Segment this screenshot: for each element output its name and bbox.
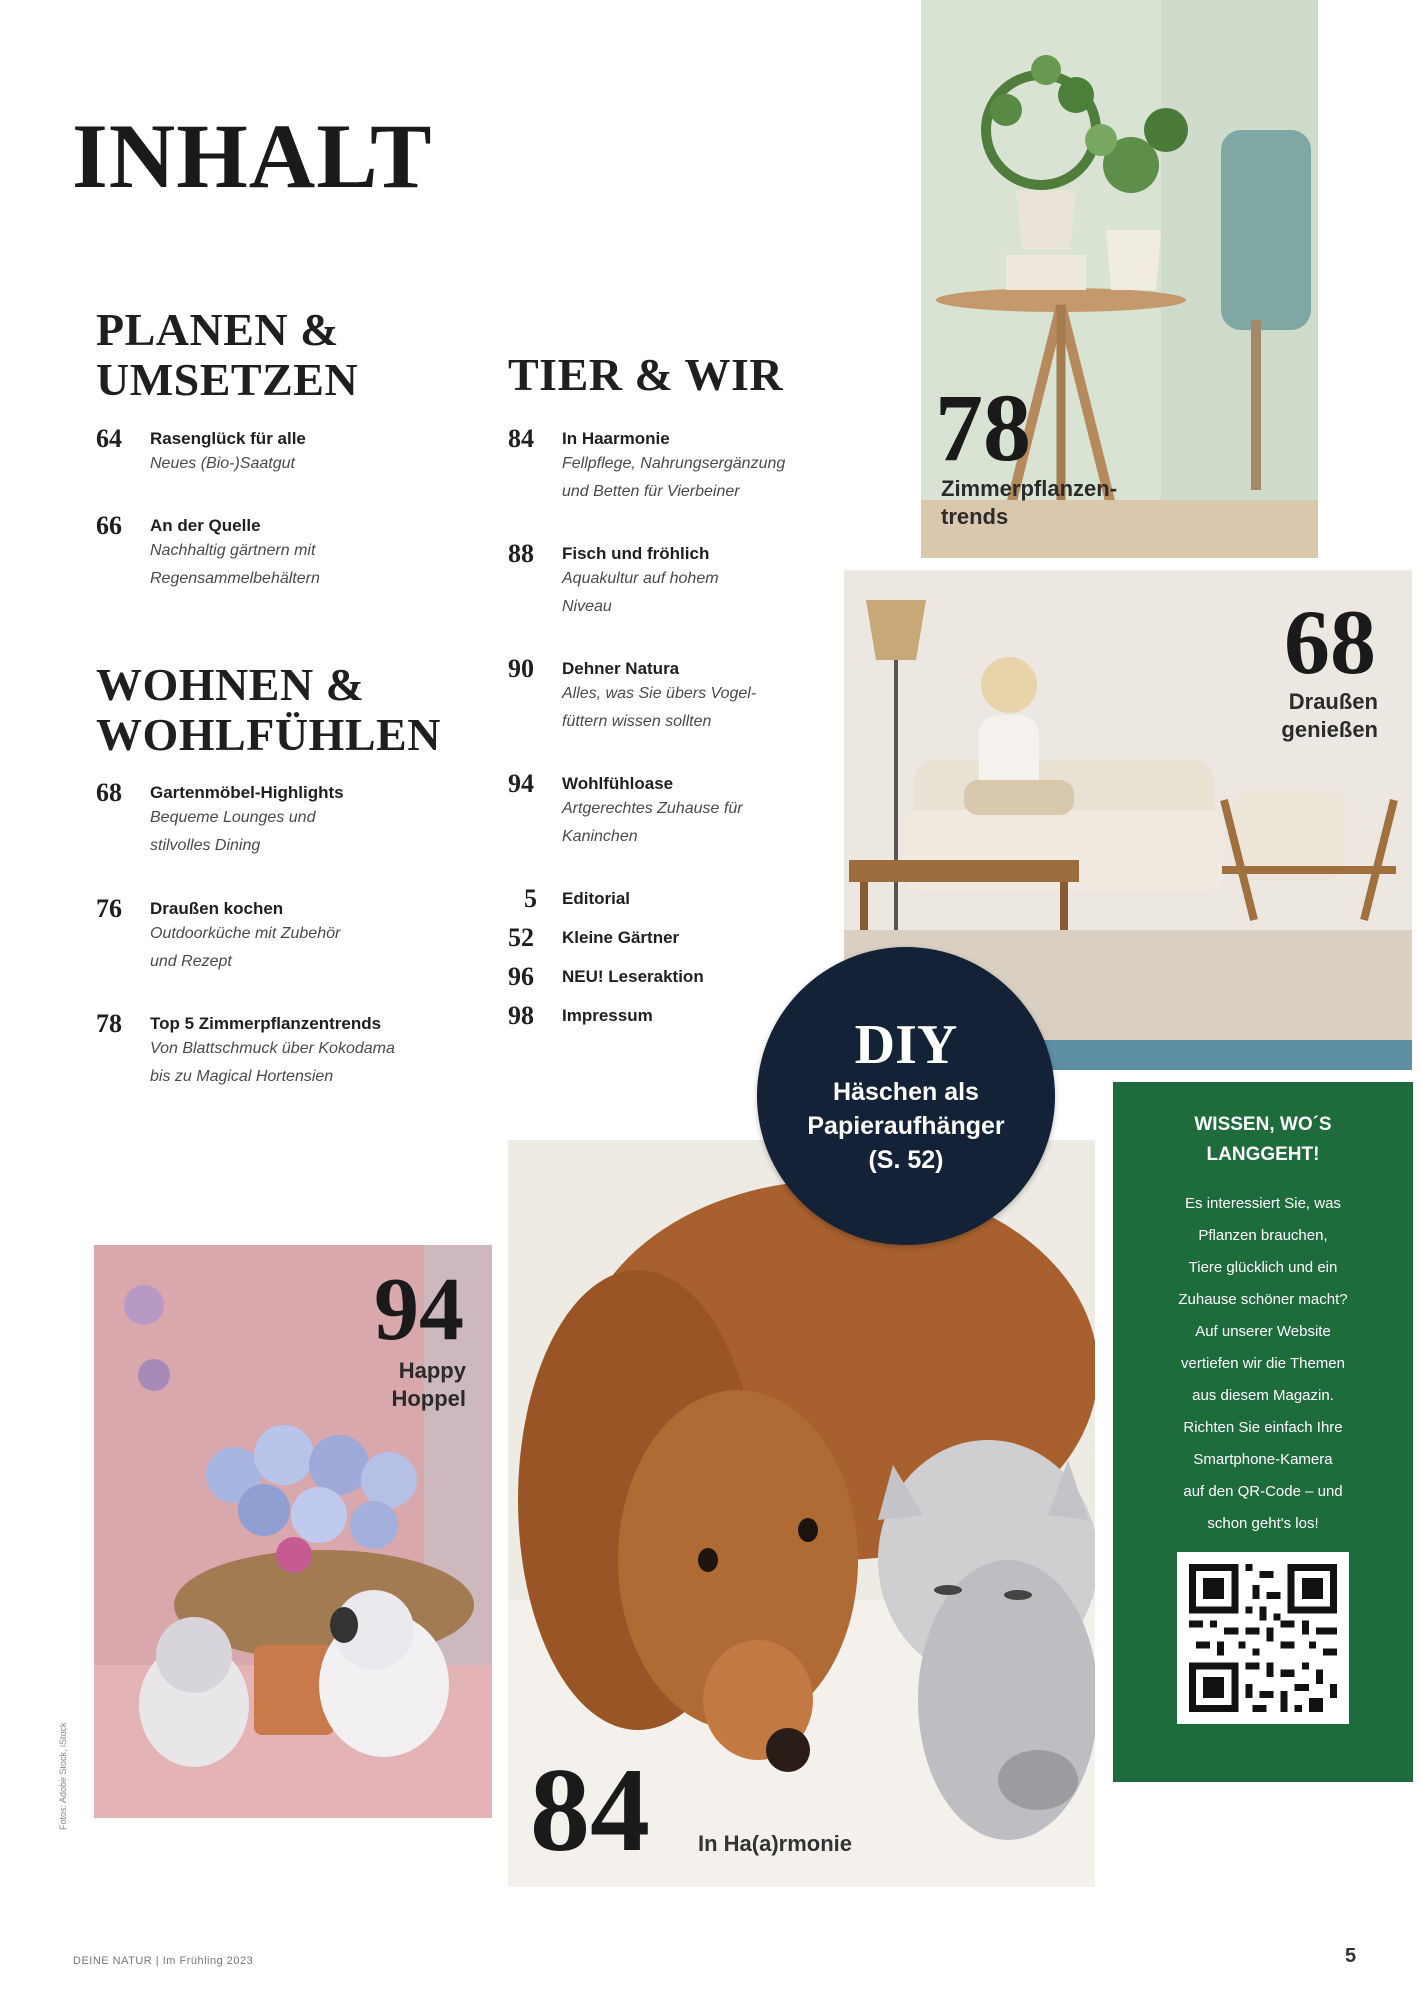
toc-entry-title: Gartenmöbel-Highlights <box>150 783 344 802</box>
info-box-text: Es interessiert Sie, was Pflanzen brauchen, Tiere glücklich und ein Zuhause schöner macht? Auf unserer Website vertiefen wir die Themen aus diesem Magazin. Richten Sie einfach Ihre Smartphone-Kamera auf den QR-Code – und schon geht's los! <box>1178 1195 1348 1532</box>
toc-entry-subtitle: Alles, was Sie übers Vogel- füttern wissen sollten <box>562 685 757 730</box>
toc-entry[interactable] <box>508 424 888 506</box>
info-box <box>1113 1082 1413 1782</box>
diy-title: DIY <box>854 1014 958 1076</box>
toc-entry-subtitle: Outdoorküche mit Zubehör und Rezept <box>150 925 341 970</box>
toc-page-number: 64 <box>96 424 122 453</box>
toc-entry-title: Dehner Natura <box>562 659 680 678</box>
toc-entry-subtitle: Von Blattschmuck über Kokodama bis zu Magical Hortensien <box>150 1040 395 1085</box>
toc-page-number: 94 <box>508 769 534 798</box>
toc-entry[interactable] <box>96 894 476 976</box>
toc-entry-subtitle: Artgerechtes Zuhause für Kaninchen <box>562 800 743 845</box>
toc-entry-title: NEU! Leseraktion <box>562 967 704 986</box>
toc-page-number: 96 <box>508 962 534 991</box>
toc-entry[interactable] <box>96 511 476 593</box>
photo-page-number: 68 <box>1284 591 1376 693</box>
photo-page-number: 78 <box>935 374 1031 481</box>
diy-text: Häschen als Papieraufhänger (S. 52) <box>807 1078 1005 1174</box>
toc-entry-subtitle: Fellpflege, Nahrungsergänzung und Betten für Vierbeiner <box>562 455 786 500</box>
toc-entry-title: Rasenglück für alle <box>150 429 306 448</box>
toc-entry[interactable] <box>96 1009 476 1091</box>
toc-entry-title: Draußen kochen <box>150 899 284 918</box>
toc-page-number: 68 <box>96 778 122 807</box>
toc-entry-title: Fisch und fröhlich <box>562 544 710 563</box>
qr-code-icon <box>1189 1564 1337 1712</box>
toc-entry-title: Impressum <box>562 1006 653 1025</box>
toc-entry-misc[interactable] <box>508 923 888 952</box>
toc-entry-title: Kleine Gärtner <box>562 928 680 947</box>
photo-page-number: 94 <box>374 1260 464 1359</box>
toc-entry-title: Editorial <box>562 889 631 908</box>
toc-entry[interactable] <box>96 424 476 478</box>
section-heading-planen: PLANEN & UMSETZEN <box>96 304 359 405</box>
toc-page-number: 5 <box>524 884 537 913</box>
toc-entry-subtitle: Neues (Bio-)Saatgut <box>150 455 295 472</box>
toc-page-number: 84 <box>508 424 534 453</box>
toc-page-number: 76 <box>96 894 122 923</box>
toc-page-number: 66 <box>96 511 122 540</box>
photo-page-number: 84 <box>530 1743 650 1876</box>
toc-page-number: 90 <box>508 654 534 683</box>
photo-bunnies[interactable] <box>94 1245 492 1818</box>
toc-entry-subtitle: Aquakultur auf hohem Niveau <box>562 570 719 615</box>
photo-credit: Fotos: Adobe Stock, iStock <box>58 1722 68 1830</box>
qr-code[interactable] <box>1177 1552 1349 1724</box>
photo-plants[interactable] <box>921 0 1318 558</box>
toc-entry[interactable] <box>508 539 888 621</box>
photo-caption: Zimmerpflanzen- trends <box>941 476 1118 529</box>
toc-page-number: 98 <box>508 1001 534 1030</box>
diy-badge[interactable] <box>757 947 1055 1245</box>
toc-entry-misc[interactable] <box>508 884 888 913</box>
section-heading-wohnen: WOHNEN & WOHLFÜHLEN <box>96 659 441 760</box>
toc-entry[interactable] <box>96 778 476 860</box>
toc-page-number: 52 <box>508 923 534 952</box>
toc-entry-title: Top 5 Zimmerpflanzentrends <box>150 1014 382 1033</box>
photo-caption: Draußen genießen <box>1281 689 1378 742</box>
toc-entry[interactable] <box>508 769 888 851</box>
footer-publication: DEINE NATUR | Im Frühling 2023 <box>73 1955 254 1967</box>
toc-entry-title: An der Quelle <box>150 516 261 535</box>
toc-entry-subtitle: Bequeme Lounges und stilvolles Dining <box>150 809 316 854</box>
toc-page-number: 78 <box>96 1009 122 1038</box>
toc-entry[interactable] <box>508 654 888 736</box>
section-heading-tier: TIER & WIR <box>508 349 784 400</box>
photo-pets[interactable] <box>508 1140 1095 1887</box>
toc-entry-title: In Haarmonie <box>562 429 670 448</box>
info-box-heading: WISSEN, WO´S LANGGEHT! <box>1194 1114 1332 1165</box>
toc-page-number: 88 <box>508 539 534 568</box>
photo-caption: Happy Hoppel <box>391 1358 466 1411</box>
toc-entry-subtitle: Nachhaltig gärtnern mit Regensammelbehältern <box>150 542 320 587</box>
page-number: 5 <box>1345 1945 1357 1967</box>
page-title: INHALT <box>72 105 433 207</box>
photo-caption: In Ha(a)rmonie <box>698 1831 853 1856</box>
toc-entry-title: Wohlfühloase <box>562 774 674 793</box>
